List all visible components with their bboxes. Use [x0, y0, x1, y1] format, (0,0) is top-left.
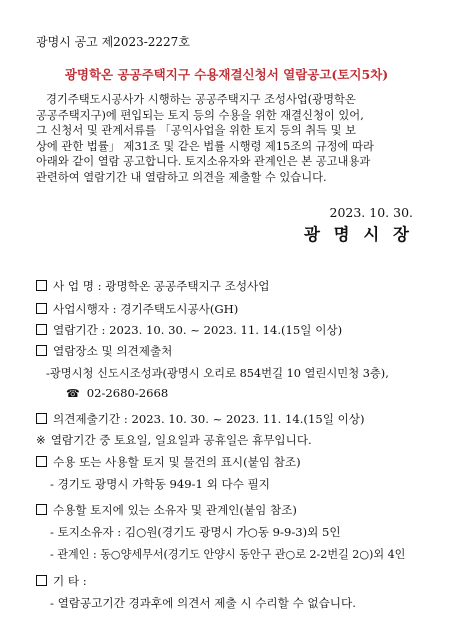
checkbox-icon [36, 303, 47, 314]
item-operator [36, 301, 238, 317]
checkbox-icon [36, 324, 47, 335]
intro-paragraph [36, 92, 430, 186]
intro-line: 공공주택지구)에 편입되는 토지 등의 수용을 위한 재결신청이 있어, [36, 108, 364, 122]
item-land [36, 454, 301, 470]
checkbox-icon [36, 413, 47, 424]
item-project [36, 278, 269, 294]
item-owner-text: 수용할 토지에 있는 소유자 및 관계인(붙임 참조) [53, 503, 297, 517]
related-detail: - 관계인 : 동○양세무서(경기도 안양시 동안구 관○로 2-2번길 2○)외 4인 [50, 548, 406, 561]
note-mark-icon: ※ [36, 433, 46, 447]
phone-number: 02-2680-2668 [86, 386, 169, 400]
item-owner [36, 502, 297, 518]
intro-line: 그 신청서 및 관계서류를 「공익사업을 위한 토지 등의 취득 및 보 [36, 124, 357, 138]
item-period [36, 322, 342, 338]
item-period-text: 열람기간 : 2023. 10. 30. ~ 2023. 11. 14.(15일 이상) [53, 323, 343, 337]
item-etc-text: 기 타 : [53, 574, 87, 588]
item-operator-text: 사업시행자 : 경기주택도시공사(GH) [53, 302, 239, 316]
holiday-note [36, 432, 312, 448]
holiday-note-text: 열람기간 중 토요일, 일요일과 공휴일은 휴무입니다. [50, 433, 312, 447]
notice-number: 광명시 공고 제2023-2227호 [36, 35, 190, 49]
item-place [36, 343, 172, 359]
item-opinion-period [36, 411, 365, 427]
notice-title: 광명학온 공공주택지구 수용재결신청서 열람공고(토지5차) [64, 67, 389, 82]
owner-detail: - 토지소유자 : 김○원(경기도 광명시 가○동 9-9-3)외 5인 [50, 525, 341, 539]
checkbox-icon [36, 345, 47, 356]
land-detail: - 경기도 광명시 가학동 949-1 외 다수 필지 [50, 477, 270, 491]
item-place-text: 열람장소 및 의견제출처 [53, 344, 173, 358]
intro-line: 관련하여 열람기간 내 열람하고 의견을 제출할 수 있습니다. [36, 170, 327, 184]
checkbox-icon [36, 575, 47, 586]
checkbox-icon [36, 504, 47, 515]
item-land-text: 수용 또는 사용할 토지 및 물건의 표시(붙임 참조) [53, 455, 301, 469]
intro-line: 아래와 같이 열람 공고합니다. 토지소유자와 관계인은 본 공고내용과 [36, 155, 371, 169]
issuer-name: 광 명 시 장 [304, 225, 413, 244]
intro-line: 경기주택도시공사가 시행하는 공공주택지구 조성사업(광명학온 [46, 93, 356, 106]
intro-line: 상에 관한 법률」 제31조 및 같은 법률 시행령 제15조의 규정에 따라 [36, 139, 374, 153]
item-project-text: 사 업 명 : 광명학온 공공주택지구 조성사업 [53, 279, 270, 293]
etc-detail: - 열람공고기간 경과후에 의견서 제출 시 수리할 수 없습니다. [50, 596, 356, 610]
checkbox-icon [36, 280, 47, 291]
item-opinion-period-text: 의견제출기간 : 2023. 10. 30. ~ 2023. 11. 14.(15일 이상) [53, 412, 365, 426]
checkbox-icon [36, 456, 47, 467]
place-detail: -광명시청 신도시조성과(광명시 오리로 854번길 10 열린시민청 3층), [46, 367, 389, 380]
notice-date: 2023. 10. 30. [329, 205, 413, 220]
phone-line [66, 386, 168, 400]
item-etc [36, 573, 87, 589]
phone-icon: ☎ [66, 387, 80, 400]
